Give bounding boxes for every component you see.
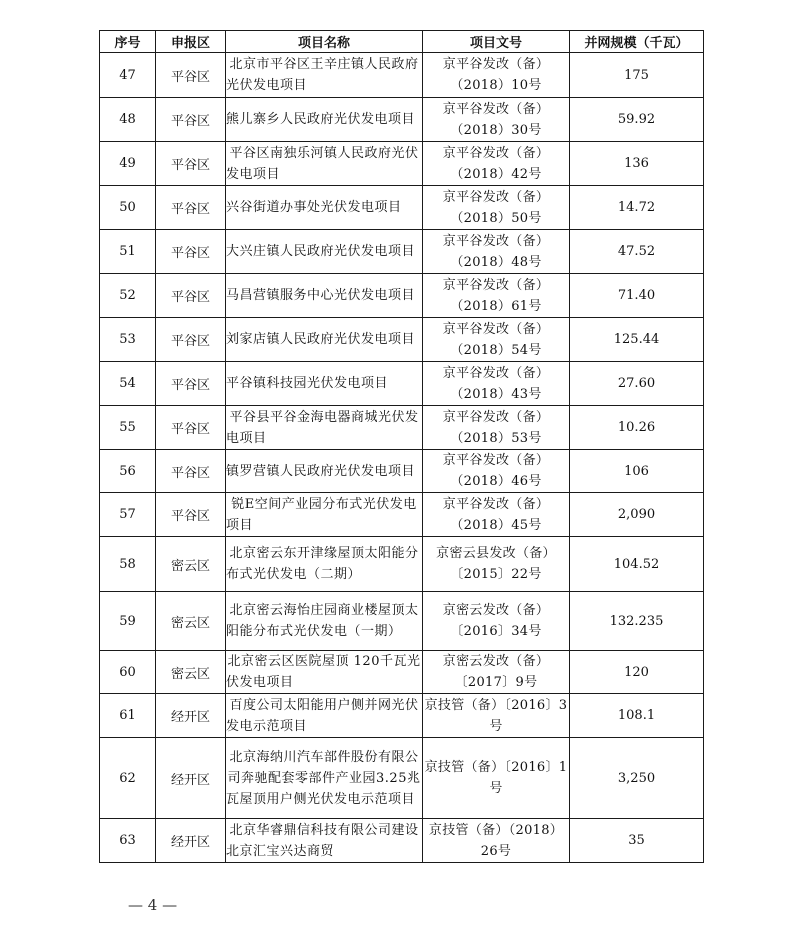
cell-document-number: 京技管（备）〔2016〕1号 <box>423 738 570 819</box>
table-row <box>100 274 704 318</box>
cell-district: 平谷区 <box>156 493 226 537</box>
cell-grid-scale: 175 <box>570 53 704 98</box>
cell-document-number: 京平谷发改（备）（2018）48号 <box>423 230 570 274</box>
cell-grid-scale: 108.1 <box>570 694 704 738</box>
cell-document-number: 京平谷发改（备）（2018）42号 <box>423 142 570 186</box>
header-grid-scale: 并网规模（千瓦） <box>570 31 704 53</box>
cell-serial: 47 <box>100 53 156 98</box>
cell-district: 平谷区 <box>156 406 226 450</box>
header-document-number: 项目文号 <box>423 31 570 53</box>
table-row <box>100 592 704 651</box>
cell-project-name: 刘家店镇人民政府光伏发电项目 <box>226 318 423 362</box>
cell-project-name: 北京密云区医院屋顶 120千瓦光伏发电项目 <box>226 651 423 694</box>
cell-grid-scale: 14.72 <box>570 186 704 230</box>
cell-district: 平谷区 <box>156 230 226 274</box>
cell-document-number: 京平谷发改（备）（2018）50号 <box>423 186 570 230</box>
cell-document-number: 京平谷发改（备）（2018）46号 <box>423 450 570 493</box>
cell-project-name: 马昌营镇服务中心光伏发电项目 <box>226 274 423 318</box>
table-row <box>100 450 704 493</box>
cell-grid-scale: 2,090 <box>570 493 704 537</box>
cell-project-name: 镇罗营镇人民政府光伏发电项目 <box>226 450 423 493</box>
table-row <box>100 53 704 98</box>
cell-project-name: 平谷县平谷金海电器商城光伏发电项目 <box>226 406 423 450</box>
table-row <box>100 230 704 274</box>
cell-document-number: 京平谷发改（备）（2018）10号 <box>423 53 570 98</box>
cell-district: 密云区 <box>156 537 226 592</box>
cell-document-number: 京密云县发改（备）〔2015〕22号 <box>423 537 570 592</box>
table-row <box>100 98 704 142</box>
cell-project-name: 大兴庄镇人民政府光伏发电项目 <box>226 230 423 274</box>
cell-grid-scale: 136 <box>570 142 704 186</box>
cell-document-number: 京密云发改（备）〔2017〕9号 <box>423 651 570 694</box>
cell-district: 平谷区 <box>156 274 226 318</box>
cell-project-name: 北京市平谷区王辛庄镇人民政府光伏发电项目 <box>226 53 423 98</box>
cell-document-number: 京技管（备）〔2016〕3号 <box>423 694 570 738</box>
table-row <box>100 406 704 450</box>
cell-grid-scale: 10.26 <box>570 406 704 450</box>
cell-project-name: 平谷镇科技园光伏发电项目 <box>226 362 423 406</box>
cell-grid-scale: 125.44 <box>570 318 704 362</box>
cell-serial: 51 <box>100 230 156 274</box>
cell-document-number: 京平谷发改（备）（2018）53号 <box>423 406 570 450</box>
cell-district: 平谷区 <box>156 98 226 142</box>
cell-project-name: 北京海纳川汽车部件股份有限公司奔驰配套零部件产业园3.25兆瓦屋顶用户侧光伏发电示范项目 <box>226 738 423 819</box>
cell-serial: 52 <box>100 274 156 318</box>
table-row <box>100 362 704 406</box>
cell-document-number: 京平谷发改（备）（2018）43号 <box>423 362 570 406</box>
cell-serial: 62 <box>100 738 156 819</box>
cell-district: 密云区 <box>156 592 226 651</box>
cell-grid-scale: 27.60 <box>570 362 704 406</box>
cell-district: 密云区 <box>156 651 226 694</box>
cell-project-name: 百度公司太阳能用户侧并网光伏发电示范项目 <box>226 694 423 738</box>
header-project-name: 项目名称 <box>226 31 423 53</box>
cell-grid-scale: 104.52 <box>570 537 704 592</box>
cell-grid-scale: 71.40 <box>570 274 704 318</box>
cell-grid-scale: 120 <box>570 651 704 694</box>
table-row <box>100 694 704 738</box>
cell-document-number: 京平谷发改（备）（2018）54号 <box>423 318 570 362</box>
cell-document-number: 京平谷发改（备）（2018）45号 <box>423 493 570 537</box>
cell-project-name: 锐E空间产业园分布式光伏发电项目 <box>226 493 423 537</box>
cell-district: 经开区 <box>156 694 226 738</box>
table-header-row <box>100 31 704 53</box>
cell-district: 平谷区 <box>156 142 226 186</box>
cell-serial: 60 <box>100 651 156 694</box>
cell-serial: 59 <box>100 592 156 651</box>
cell-serial: 56 <box>100 450 156 493</box>
header-serial: 序号 <box>100 31 156 53</box>
cell-document-number: 京平谷发改（备）（2018）30号 <box>423 98 570 142</box>
cell-grid-scale: 3,250 <box>570 738 704 819</box>
cell-grid-scale: 47.52 <box>570 230 704 274</box>
table-row <box>100 651 704 694</box>
table-row <box>100 186 704 230</box>
table-row <box>100 493 704 537</box>
cell-district: 平谷区 <box>156 318 226 362</box>
table-row <box>100 738 704 819</box>
cell-serial: 61 <box>100 694 156 738</box>
cell-document-number: 京技管（备）（2018）26号 <box>423 819 570 863</box>
project-table <box>99 30 704 863</box>
cell-grid-scale: 35 <box>570 819 704 863</box>
cell-district: 平谷区 <box>156 450 226 493</box>
header-district: 申报区 <box>156 31 226 53</box>
cell-grid-scale: 132.235 <box>570 592 704 651</box>
cell-district: 经开区 <box>156 738 226 819</box>
cell-serial: 54 <box>100 362 156 406</box>
page-number: — 4 — <box>128 896 178 914</box>
cell-serial: 55 <box>100 406 156 450</box>
cell-serial: 48 <box>100 98 156 142</box>
cell-project-name: 熊儿寨乡人民政府光伏发电项目 <box>226 98 423 142</box>
table-row <box>100 142 704 186</box>
cell-serial: 50 <box>100 186 156 230</box>
cell-project-name: 平谷区南独乐河镇人民政府光伏发电项目 <box>226 142 423 186</box>
cell-project-name: 兴谷街道办事处光伏发电项目 <box>226 186 423 230</box>
cell-serial: 58 <box>100 537 156 592</box>
cell-serial: 63 <box>100 819 156 863</box>
cell-district: 平谷区 <box>156 186 226 230</box>
cell-serial: 53 <box>100 318 156 362</box>
cell-district: 平谷区 <box>156 53 226 98</box>
cell-serial: 49 <box>100 142 156 186</box>
table-row <box>100 819 704 863</box>
cell-grid-scale: 59.92 <box>570 98 704 142</box>
table-row <box>100 318 704 362</box>
cell-project-name: 北京密云海怡庄园商业楼屋顶太阳能分布式光伏发电（一期） <box>226 592 423 651</box>
table-row <box>100 537 704 592</box>
cell-serial: 57 <box>100 493 156 537</box>
cell-project-name: 北京华睿鼎信科技有限公司建设北京汇宝兴达商贸 <box>226 819 423 863</box>
cell-district: 经开区 <box>156 819 226 863</box>
cell-document-number: 京密云发改（备）〔2016〕34号 <box>423 592 570 651</box>
cell-district: 平谷区 <box>156 362 226 406</box>
cell-grid-scale: 106 <box>570 450 704 493</box>
cell-document-number: 京平谷发改（备）（2018）61号 <box>423 274 570 318</box>
cell-project-name: 北京密云东开津缘屋顶太阳能分布式光伏发电（二期） <box>226 537 423 592</box>
